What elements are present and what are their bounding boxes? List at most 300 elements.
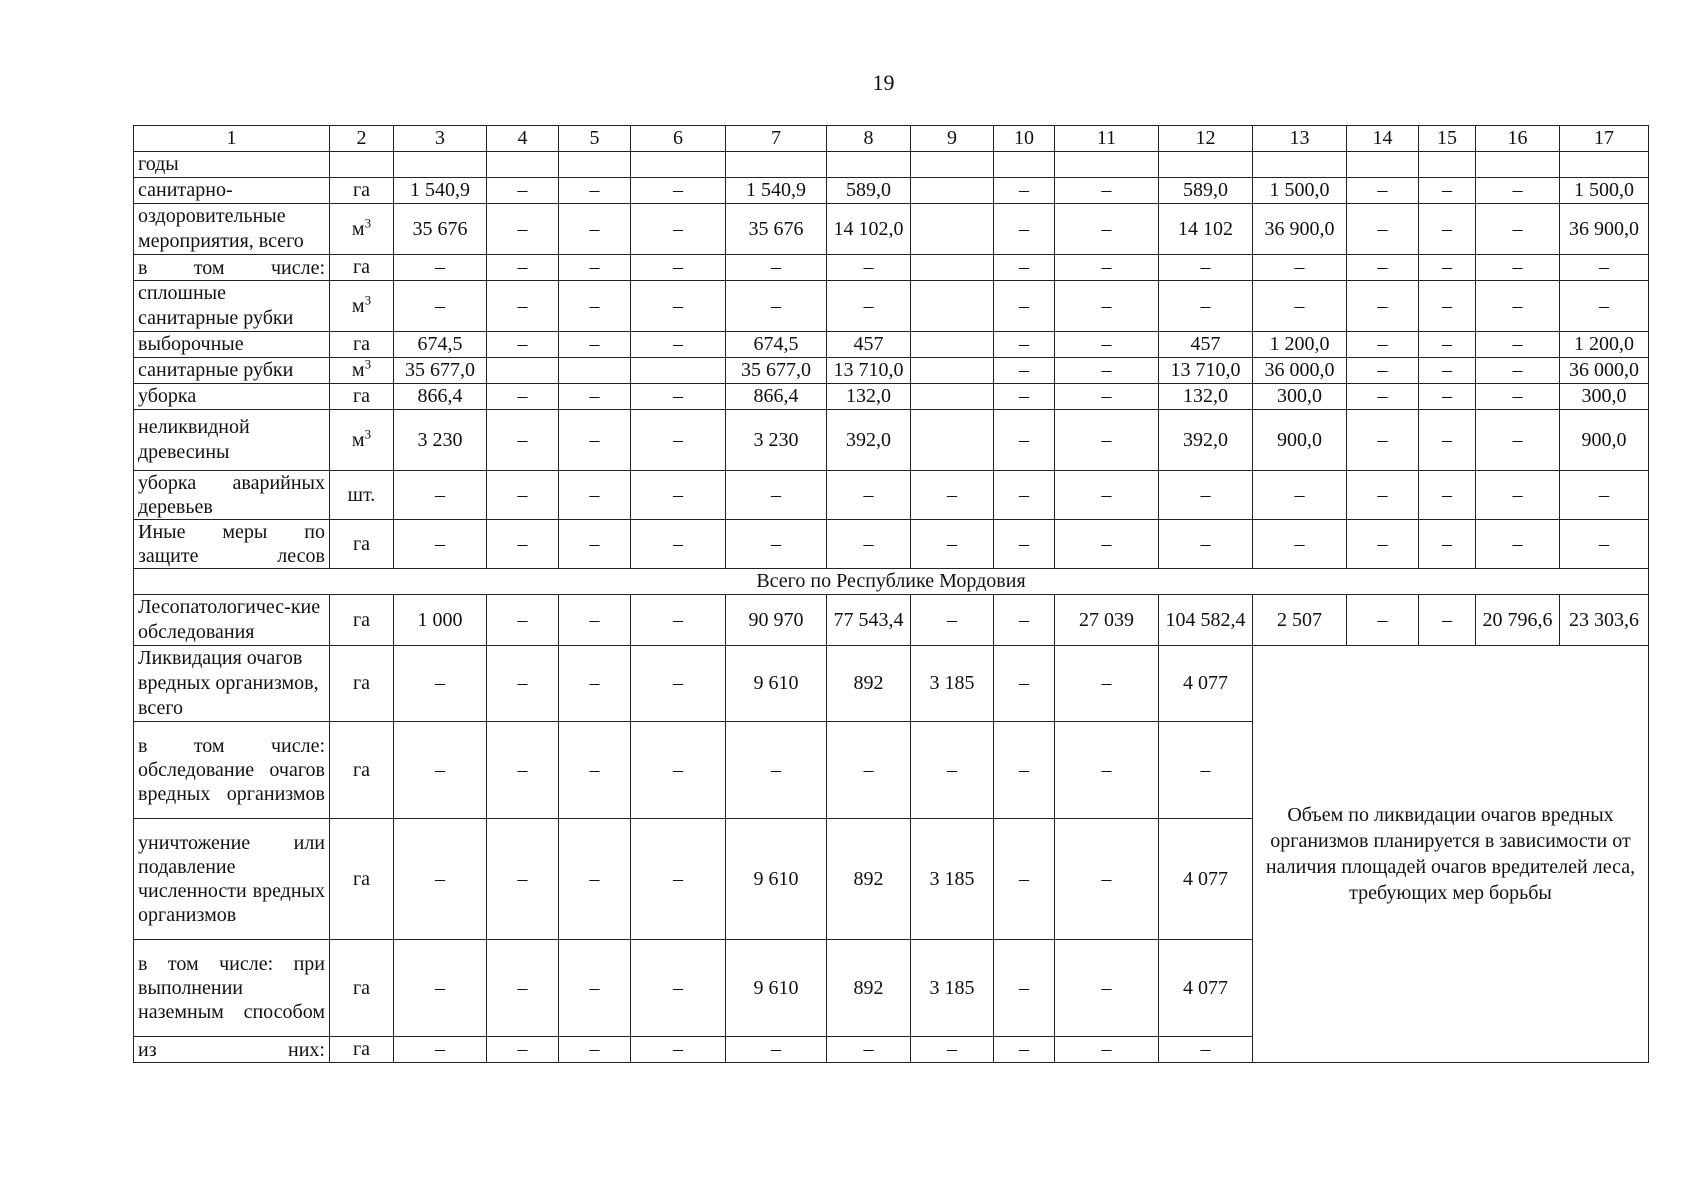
value-cell: – [827, 1037, 911, 1063]
value-cell: – [1419, 410, 1476, 471]
value-cell [726, 152, 827, 178]
value-cell: – [394, 646, 487, 722]
value-cell: – [487, 1037, 559, 1063]
value-cell: – [1476, 358, 1560, 384]
value-cell: – [631, 332, 726, 358]
value-cell: – [911, 595, 994, 646]
value-cell: – [1419, 520, 1476, 569]
value-cell: – [994, 384, 1055, 410]
value-cell: – [1560, 281, 1649, 332]
value-cell: – [1159, 520, 1253, 569]
value-cell: – [726, 520, 827, 569]
merged-note: Объем по ликвидации очагов вредных организмов планируется в зависимости от наличия площадей очагов вредителей леса, требующих мер борьбы [1253, 646, 1649, 1063]
value-cell: – [1419, 281, 1476, 332]
column-number: 2 [330, 126, 394, 152]
value-cell: – [559, 646, 631, 722]
value-cell: – [1476, 178, 1560, 204]
value-cell: – [994, 940, 1055, 1037]
value-cell [911, 255, 994, 281]
value-cell [911, 204, 994, 255]
unit-cell: $м^3$ [330, 358, 394, 384]
unit-cell: $м^3$ [330, 281, 394, 332]
column-number: 17 [1560, 126, 1649, 152]
column-number: 3 [394, 126, 487, 152]
value-cell: – [1159, 471, 1253, 520]
row-label: Ликвидация очагов вредных организмов, всего [134, 646, 330, 722]
value-cell [1347, 152, 1419, 178]
value-cell: – [394, 520, 487, 569]
value-cell [631, 152, 726, 178]
value-cell: – [487, 410, 559, 471]
value-cell: – [1419, 332, 1476, 358]
page-number: 19 [872, 70, 895, 95]
value-cell: – [994, 646, 1055, 722]
value-cell: 1 540,9 [726, 178, 827, 204]
row-label: неликвидной древесины [134, 410, 330, 471]
row-label: годы [134, 152, 330, 178]
value-cell: – [994, 332, 1055, 358]
value-cell: 892 [827, 819, 911, 940]
column-number: 11 [1055, 126, 1159, 152]
value-cell: 457 [827, 332, 911, 358]
value-cell: – [631, 384, 726, 410]
value-cell: 457 [1159, 332, 1253, 358]
value-cell [487, 152, 559, 178]
row-label: в том числе: [134, 255, 330, 281]
value-cell [911, 178, 994, 204]
unit-cell: га [330, 646, 394, 722]
value-cell: – [1055, 281, 1159, 332]
value-cell: – [1055, 255, 1159, 281]
value-cell: – [1419, 358, 1476, 384]
value-cell: 900,0 [1253, 410, 1347, 471]
value-cell: 900,0 [1560, 410, 1649, 471]
value-cell: – [394, 281, 487, 332]
table-row [134, 281, 1649, 332]
value-cell [1476, 152, 1560, 178]
unit-cell: га [330, 1037, 394, 1063]
column-number: 8 [827, 126, 911, 152]
value-cell: 4 077 [1159, 819, 1253, 940]
row-label: уборка аварийных деревьев [134, 471, 330, 520]
value-cell [1159, 152, 1253, 178]
value-cell: – [559, 255, 631, 281]
value-cell: 3 185 [911, 646, 994, 722]
value-cell: – [1476, 332, 1560, 358]
value-cell: – [1476, 204, 1560, 255]
value-cell: 27 039 [1055, 595, 1159, 646]
value-cell [827, 152, 911, 178]
value-cell: – [487, 255, 559, 281]
value-cell: – [1419, 471, 1476, 520]
column-number: 5 [559, 126, 631, 152]
value-cell: – [827, 281, 911, 332]
value-cell: 36 000,0 [1560, 358, 1649, 384]
value-cell: 35 677,0 [394, 358, 487, 384]
table-row [134, 178, 1649, 204]
value-cell: – [559, 332, 631, 358]
value-cell: 3 185 [911, 940, 994, 1037]
value-cell [911, 384, 994, 410]
value-cell: 36 900,0 [1560, 204, 1649, 255]
section-title: Всего по Республике Мордовия [134, 569, 1649, 595]
value-cell: – [994, 722, 1055, 819]
value-cell: – [1347, 520, 1419, 569]
value-cell: 866,4 [394, 384, 487, 410]
value-cell: – [726, 722, 827, 819]
value-cell [559, 358, 631, 384]
value-cell: – [726, 281, 827, 332]
column-number: 1 [134, 126, 330, 152]
value-cell: – [726, 471, 827, 520]
value-cell: – [631, 410, 726, 471]
value-cell [1055, 152, 1159, 178]
value-cell: – [1159, 281, 1253, 332]
value-cell: – [1055, 471, 1159, 520]
value-cell: – [1560, 471, 1649, 520]
value-cell: – [1560, 255, 1649, 281]
value-cell: – [1347, 281, 1419, 332]
value-cell: – [1055, 358, 1159, 384]
value-cell: 1 540,9 [394, 178, 487, 204]
value-cell: – [994, 281, 1055, 332]
value-cell: – [394, 819, 487, 940]
section-row [134, 569, 1649, 595]
value-cell: 13 710,0 [1159, 358, 1253, 384]
table-row [134, 204, 1649, 255]
value-cell: – [1253, 255, 1347, 281]
value-cell: 589,0 [1159, 178, 1253, 204]
value-cell [394, 152, 487, 178]
value-cell: – [631, 646, 726, 722]
value-cell [911, 358, 994, 384]
column-number: 6 [631, 126, 726, 152]
value-cell: – [1253, 281, 1347, 332]
value-cell [487, 358, 559, 384]
value-cell: – [1159, 255, 1253, 281]
value-cell: – [1055, 940, 1159, 1037]
table-row [134, 410, 1649, 471]
value-cell: – [631, 204, 726, 255]
value-cell: – [1055, 520, 1159, 569]
column-number: 16 [1476, 126, 1560, 152]
value-cell: – [631, 471, 726, 520]
table-row [134, 358, 1649, 384]
value-cell: 866,4 [726, 384, 827, 410]
value-cell [1560, 152, 1649, 178]
column-number: 9 [911, 126, 994, 152]
value-cell: 9 610 [726, 819, 827, 940]
value-cell: – [487, 722, 559, 819]
value-cell: – [1419, 384, 1476, 410]
value-cell: 20 796,6 [1476, 595, 1560, 646]
value-cell: – [487, 520, 559, 569]
column-number: 10 [994, 126, 1055, 152]
value-cell: – [994, 410, 1055, 471]
unit-cell: га [330, 819, 394, 940]
value-cell: – [1347, 595, 1419, 646]
table-row [134, 384, 1649, 410]
value-cell: – [1347, 178, 1419, 204]
value-cell: 392,0 [1159, 410, 1253, 471]
value-cell: – [1476, 471, 1560, 520]
value-cell: 77 543,4 [827, 595, 911, 646]
value-cell [559, 152, 631, 178]
value-cell: – [1347, 358, 1419, 384]
value-cell: – [487, 204, 559, 255]
value-cell: 892 [827, 646, 911, 722]
value-cell: 2 507 [1253, 595, 1347, 646]
value-cell: – [631, 722, 726, 819]
unit-cell: га [330, 940, 394, 1037]
row-label: санитарно- [134, 178, 330, 204]
value-cell: – [559, 819, 631, 940]
value-cell: 3 230 [394, 410, 487, 471]
value-cell: – [487, 384, 559, 410]
value-cell: – [559, 204, 631, 255]
value-cell: – [1476, 520, 1560, 569]
value-cell: 36 900,0 [1253, 204, 1347, 255]
table-row [134, 520, 1649, 569]
column-number: 15 [1419, 126, 1476, 152]
value-cell: – [559, 410, 631, 471]
value-cell: – [726, 255, 827, 281]
value-cell: – [487, 595, 559, 646]
value-cell: 892 [827, 940, 911, 1037]
table-row [134, 646, 1649, 722]
row-label: оздоровительные мероприятия, всего [134, 204, 330, 255]
value-cell: – [631, 595, 726, 646]
column-number: 7 [726, 126, 827, 152]
value-cell: – [1476, 384, 1560, 410]
value-cell: – [726, 1037, 827, 1063]
value-cell: – [911, 1037, 994, 1063]
value-cell: – [1055, 646, 1159, 722]
value-cell [911, 152, 994, 178]
table-row [134, 332, 1649, 358]
row-label: Иные меры по защите лесов [134, 520, 330, 569]
value-cell: – [487, 471, 559, 520]
value-cell: – [1476, 255, 1560, 281]
value-cell: – [487, 178, 559, 204]
unit-cell: га [330, 178, 394, 204]
value-cell: 104 582,4 [1159, 595, 1253, 646]
value-cell: – [1347, 384, 1419, 410]
value-cell: 9 610 [726, 940, 827, 1037]
value-cell: – [487, 332, 559, 358]
value-cell: – [1347, 332, 1419, 358]
value-cell: 4 077 [1159, 646, 1253, 722]
value-cell: – [994, 255, 1055, 281]
value-cell: – [394, 255, 487, 281]
value-cell: 35 677,0 [726, 358, 827, 384]
value-cell: – [559, 178, 631, 204]
value-cell: – [1159, 1037, 1253, 1063]
unit-cell: $м^3$ [330, 204, 394, 255]
value-cell: – [1055, 178, 1159, 204]
row-label: в том числе: при выполнении наземным способом [134, 940, 330, 1037]
value-cell: – [631, 819, 726, 940]
value-cell: – [1055, 384, 1159, 410]
row-label: уничтожение или подавление численности вредных организмов [134, 819, 330, 940]
value-cell: 9 610 [726, 646, 827, 722]
value-cell: – [1476, 281, 1560, 332]
row-label: санитарные рубки [134, 358, 330, 384]
unit-cell: га [330, 255, 394, 281]
value-cell: – [559, 1037, 631, 1063]
value-cell: 392,0 [827, 410, 911, 471]
value-cell: – [394, 940, 487, 1037]
value-cell: – [994, 178, 1055, 204]
value-cell: 589,0 [827, 178, 911, 204]
value-cell: – [631, 281, 726, 332]
value-cell: – [631, 940, 726, 1037]
table-row [134, 255, 1649, 281]
value-cell: – [559, 940, 631, 1037]
unit-cell: $м^3$ [330, 410, 394, 471]
value-cell: 1 000 [394, 595, 487, 646]
value-cell: – [559, 722, 631, 819]
value-cell: 14 102,0 [827, 204, 911, 255]
value-cell: – [994, 819, 1055, 940]
value-cell: – [559, 281, 631, 332]
value-cell: – [1560, 520, 1649, 569]
value-cell: – [994, 358, 1055, 384]
value-cell: – [1419, 178, 1476, 204]
unit-cell: га [330, 595, 394, 646]
value-cell: 35 676 [394, 204, 487, 255]
value-cell: 1 200,0 [1253, 332, 1347, 358]
row-label: Лесопатологичес-кие обследования [134, 595, 330, 646]
value-cell: 132,0 [1159, 384, 1253, 410]
value-cell: – [1419, 255, 1476, 281]
value-cell: 300,0 [1253, 384, 1347, 410]
value-cell: – [487, 281, 559, 332]
value-cell: – [994, 471, 1055, 520]
value-cell: – [631, 255, 726, 281]
value-cell: – [1055, 722, 1159, 819]
value-cell: – [911, 471, 994, 520]
unit-cell: шт. [330, 471, 394, 520]
value-cell: 35 676 [726, 204, 827, 255]
value-cell: 3 230 [726, 410, 827, 471]
value-cell: – [559, 595, 631, 646]
value-cell: 1 500,0 [1560, 178, 1649, 204]
value-cell: – [1159, 722, 1253, 819]
value-cell: – [487, 940, 559, 1037]
value-cell: – [394, 722, 487, 819]
value-cell: – [559, 471, 631, 520]
row-label: сплошные санитарные рубки [134, 281, 330, 332]
value-cell: 300,0 [1560, 384, 1649, 410]
value-cell: – [827, 722, 911, 819]
value-cell: – [1253, 520, 1347, 569]
value-cell: – [1419, 595, 1476, 646]
value-cell: – [559, 520, 631, 569]
value-cell: – [1347, 204, 1419, 255]
value-cell: – [1347, 410, 1419, 471]
value-cell: 3 185 [911, 819, 994, 940]
table-row [134, 595, 1649, 646]
value-cell [911, 281, 994, 332]
value-cell: – [1419, 204, 1476, 255]
row-label: уборка [134, 384, 330, 410]
value-cell [994, 152, 1055, 178]
value-cell: – [827, 471, 911, 520]
value-cell: 1 200,0 [1560, 332, 1649, 358]
value-cell: – [827, 520, 911, 569]
value-cell: – [1253, 471, 1347, 520]
value-cell: – [1347, 255, 1419, 281]
value-cell: 90 970 [726, 595, 827, 646]
value-cell: 14 102 [1159, 204, 1253, 255]
row-label: выборочные [134, 332, 330, 358]
value-cell: 4 077 [1159, 940, 1253, 1037]
value-cell: – [994, 520, 1055, 569]
value-cell: – [631, 1037, 726, 1063]
value-cell: – [559, 384, 631, 410]
value-cell: – [1055, 1037, 1159, 1063]
table-row [134, 152, 1649, 178]
unit-cell: га [330, 384, 394, 410]
value-cell: – [911, 520, 994, 569]
value-cell: – [827, 255, 911, 281]
value-cell [911, 410, 994, 471]
value-cell: – [994, 1037, 1055, 1063]
column-number: 13 [1253, 126, 1347, 152]
column-number: 12 [1159, 126, 1253, 152]
column-number: 4 [487, 126, 559, 152]
unit-cell: га [330, 722, 394, 819]
value-cell: – [1347, 471, 1419, 520]
unit-cell [330, 152, 394, 178]
value-cell: – [1055, 332, 1159, 358]
value-cell [911, 332, 994, 358]
value-cell: – [911, 722, 994, 819]
value-cell: – [1055, 819, 1159, 940]
table-row [134, 471, 1649, 520]
value-cell [1419, 152, 1476, 178]
value-cell: – [394, 471, 487, 520]
data-table [133, 125, 1649, 1063]
value-cell: – [631, 520, 726, 569]
value-cell: 674,5 [394, 332, 487, 358]
column-number-row [134, 126, 1649, 152]
value-cell: 36 000,0 [1253, 358, 1347, 384]
value-cell [631, 358, 726, 384]
value-cell: – [994, 204, 1055, 255]
value-cell: – [1476, 410, 1560, 471]
value-cell: 1 500,0 [1253, 178, 1347, 204]
value-cell: – [487, 819, 559, 940]
value-cell: – [1055, 410, 1159, 471]
unit-cell: га [330, 520, 394, 569]
row-label: из них: [134, 1037, 330, 1063]
column-number: 14 [1347, 126, 1419, 152]
value-cell [1253, 152, 1347, 178]
value-cell: 23 303,6 [1560, 595, 1649, 646]
value-cell: 674,5 [726, 332, 827, 358]
value-cell: 132,0 [827, 384, 911, 410]
value-cell: – [994, 595, 1055, 646]
unit-cell: га [330, 332, 394, 358]
row-label: в том числе: обследование очагов вредных организмов [134, 722, 330, 819]
value-cell: – [631, 178, 726, 204]
value-cell: 13 710,0 [827, 358, 911, 384]
value-cell: – [1055, 204, 1159, 255]
value-cell: – [487, 646, 559, 722]
value-cell: – [394, 1037, 487, 1063]
